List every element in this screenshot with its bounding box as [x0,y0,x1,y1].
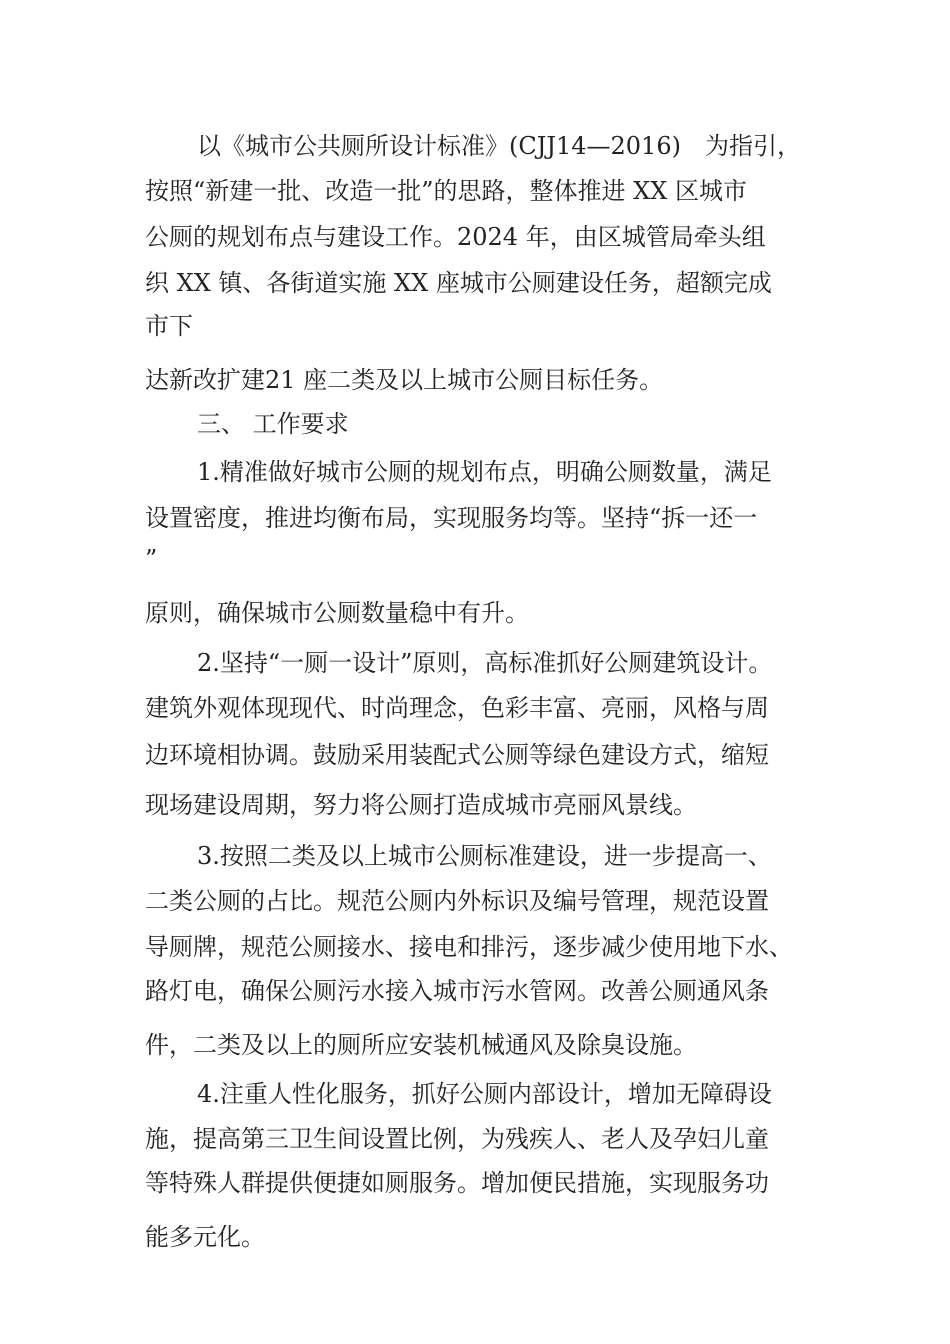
text-line: 1.精准做好城市公厕的规划布点，明确公厕数量，满足 [197,458,772,486]
text-line: 二类公厕的占比。规范公厕内外标识及编号管理，规范设置 [145,887,769,915]
text-line: 公厕的规划布点与建设工作。2024 年，由区城管局牵头组 [145,223,766,251]
text-line: 能多元化。 [145,1223,265,1251]
text-line: 等特殊人群提供便捷如厕服务。增加便民措施，实现服务功 [145,1169,769,1197]
text-line: 导厕牌，规范公厕接水、接电和排污，逐步减少使用地下水、 [145,933,793,961]
text-line: 施，提高第三卫生间设置比例，为残疾人、老人及孕妇儿童 [145,1125,769,1153]
section-heading: 三、 工作要求 [197,410,349,438]
text-line: 织 XX 镇、各街道实施 XX 座城市公厕建设任务，超额完成 [145,269,772,297]
text-line: 按照“新建一批、改造一批”的思路，整体推进 XX 区城市 [145,177,747,205]
text-line: 2.坚持“一厕一设计”原则，高标准抓好公厕建筑设计。 [197,649,773,677]
text-line: 3.按照二类及以上城市公厕标准建设，进一步提高一、 [197,842,772,870]
text-line: ” [145,545,158,573]
text-line: 原则，确保城市公厕数量稳中有升。 [145,599,529,627]
text-line: 件，二类及以上的厕所应安装机械通风及除臭设施。 [145,1031,697,1059]
text-line: 达新改扩建21 座二类及以上城市公厕目标任务。 [145,366,664,394]
text-line: 市下 [145,312,193,340]
text-line: 路灯电，确保公厕污水接入城市污水管网。改善公厕通风条 [145,977,769,1005]
text-line: 设置密度，推进均衡布局，实现服务均等。坚持“拆一还一 [145,504,758,532]
text-line: 边环境相协调。鼓励采用装配式公厕等绿色建设方式，缩短 [145,741,769,769]
text-line: 4.注重人性化服务，抓好公厕内部设计，增加无障碍设 [197,1080,772,1108]
text-line: 现场建设周期，努力将公厕打造成城市亮丽风景线。 [145,791,697,819]
text-line: 以《城市公共厕所设计标准》(CJJ14—2016) 为指引， [197,132,801,160]
text-line: 建筑外观体现现代、时尚理念，色彩丰富、亮丽，风格与周 [145,694,769,722]
